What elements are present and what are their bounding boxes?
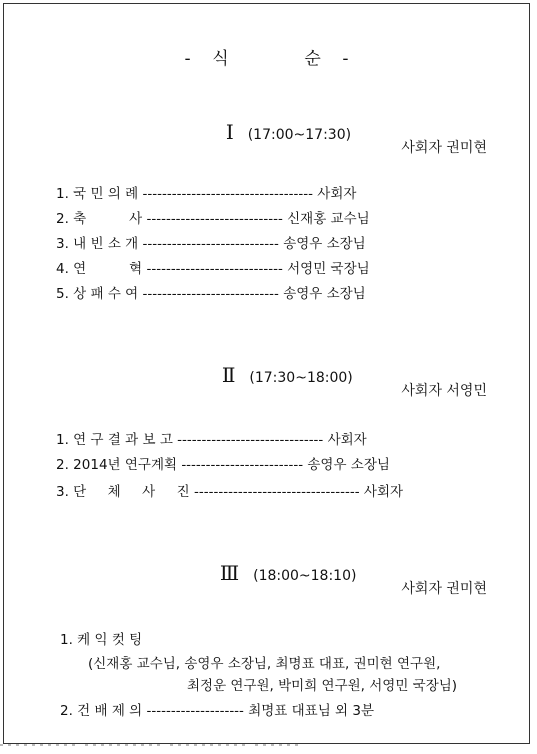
page-title: - 식 순 - [184, 49, 349, 69]
section-3-item-2: 2. 건 배 제 의 -------------------- 최명표 대표님 외 3분 [60, 703, 375, 719]
section-1-heading [208, 104, 351, 160]
section-1-item-4: 4. 연 혁 ---------------------------- 서영민 국장님 [56, 261, 370, 277]
section-3-heading [202, 545, 356, 601]
section-2-numeral: Ⅱ [221, 363, 236, 387]
scan-edge-artifact [0, 744, 537, 754]
section-1-item-5: 5. 상 패 수 여 ---------------------------- 송영우 소장님 [56, 286, 366, 302]
section-2-item-1: 1. 연 구 결 과 보 고 ------------------------------ 사회자 [56, 432, 367, 448]
program-page [3, 3, 530, 744]
section-2-moderator: 사회자 서영민 [401, 383, 487, 399]
section-3-moderator: 사회자 권미현 [401, 581, 487, 597]
section-1-moderator: 사회자 권미현 [401, 140, 487, 156]
section-1-time: (17:00~17:30) [247, 127, 352, 143]
section-3-numeral: Ⅲ [219, 561, 240, 585]
section-1-item-1: 1. 국 민 의 례 ----------------------------------- 사회자 [56, 186, 357, 202]
section-2-heading [204, 347, 353, 403]
section-1-item-3: 3. 내 빈 소 개 ---------------------------- 송영우 소장님 [56, 236, 366, 252]
section-1-item-2: 2. 축 사 ---------------------------- 신재홍 교수님 [56, 211, 370, 227]
section-1-numeral: Ⅰ [225, 120, 234, 144]
section-2-item-3: 3. 단 체 사 진 ---------------------------------- 사회자 [56, 484, 404, 500]
section-3-attendees-line-2: 최정운 연구원, 박미희 연구원, 서영민 국장님) [187, 678, 458, 694]
section-2-time: (17:30~18:00) [249, 370, 353, 386]
section-3-time: (18:00~18:10) [253, 568, 357, 584]
section-3-item-1: 1. 케 익 컷 팅 [60, 632, 143, 648]
section-2-item-2: 2. 2014년 연구계획 ------------------------- 송영우 소장님 [56, 457, 390, 473]
section-3-attendees-line-1: (신재홍 교수님, 송영우 소장님, 최명표 대표, 권미현 연구원, [88, 656, 441, 672]
